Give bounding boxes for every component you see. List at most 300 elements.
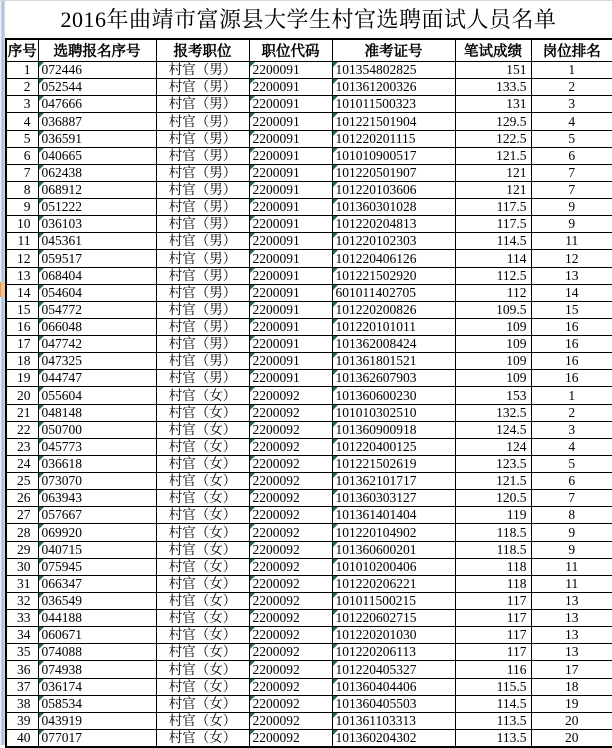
- error-indicator-icon: [250, 661, 255, 666]
- cell-value: 101360404406: [335, 678, 417, 694]
- table-row: [6, 387, 612, 404]
- column-header-position-code: 职位代码: [249, 39, 332, 62]
- cell-value: 114.5: [496, 695, 527, 711]
- cell-value: 101360204302: [335, 729, 417, 745]
- error-indicator-icon: [333, 79, 338, 84]
- cell-value: 村官（女）: [168, 456, 237, 471]
- position-code-cell: [249, 695, 332, 712]
- registration-no-cell: [38, 318, 156, 335]
- cell-value: 101010900517: [335, 147, 417, 163]
- cell-value: 2200092: [252, 610, 300, 626]
- cell-value: 063943: [41, 490, 82, 506]
- position-code-cell: [249, 592, 332, 609]
- cell-value: 村官（男）: [168, 182, 237, 197]
- error-indicator-icon: [333, 422, 338, 427]
- cell-value: 2200091: [252, 113, 300, 129]
- serial-cell: [6, 216, 38, 233]
- table-row: [6, 575, 612, 592]
- error-indicator-icon: [250, 216, 255, 221]
- error-indicator-icon: [333, 268, 338, 273]
- admission-ticket-cell: [332, 113, 455, 130]
- cell-value: 060671: [41, 627, 82, 643]
- table-row: [6, 284, 612, 301]
- cell-value: 151: [506, 62, 527, 78]
- cell-value: 036618: [41, 456, 82, 471]
- cell-value: 村官（男）: [168, 79, 237, 95]
- cell-value: 14: [17, 284, 31, 300]
- serial-cell: [6, 695, 38, 712]
- admission-ticket-cell: [332, 147, 455, 164]
- cell-value: 20: [565, 729, 579, 745]
- table-row: [6, 644, 612, 661]
- serial-cell: [6, 370, 38, 387]
- cell-value: 131: [506, 96, 527, 112]
- cell-value: 17: [17, 336, 31, 352]
- cell-value: 14: [565, 284, 579, 300]
- registration-no-cell: [38, 216, 156, 233]
- rank-cell: [531, 62, 612, 79]
- registration-no-cell: [38, 336, 156, 353]
- column-header-written-score: 笔试成绩: [455, 39, 531, 62]
- cell-value: 116: [506, 661, 527, 677]
- cell-value: 062438: [41, 164, 82, 180]
- error-indicator-icon: [250, 387, 255, 392]
- error-indicator-icon: [39, 165, 44, 170]
- error-indicator-icon: [39, 730, 44, 735]
- admission-ticket-cell: [332, 627, 455, 644]
- registration-no-cell: [38, 541, 156, 558]
- serial-cell: [6, 712, 38, 729]
- column-header-registration-no: 选聘报名序号: [38, 39, 156, 62]
- cell-value: 047666: [41, 96, 82, 112]
- cell-value: 2200091: [252, 79, 300, 95]
- cell-value: 101362008424: [335, 336, 417, 352]
- cell-value: 5: [568, 456, 576, 471]
- cell-value: 036887: [41, 113, 82, 129]
- cell-value: 101220206113: [335, 644, 416, 660]
- serial-cell: [6, 473, 38, 490]
- cell-value: 117: [506, 593, 527, 608]
- cell-value: 036591: [41, 130, 82, 146]
- position-code-cell: [249, 490, 332, 507]
- position-code-cell: [249, 610, 332, 627]
- rank-cell: [531, 130, 612, 147]
- position-cell: [156, 216, 249, 233]
- position-cell: [156, 370, 249, 387]
- rank-cell: [531, 541, 612, 558]
- cell-value: 26: [17, 490, 31, 506]
- written-score-cell: [455, 216, 531, 233]
- position-code-cell: [249, 507, 332, 524]
- error-indicator-icon: [250, 268, 255, 273]
- cell-value: 7: [568, 490, 576, 506]
- serial-cell: [6, 147, 38, 164]
- registration-no-cell: [38, 627, 156, 644]
- cell-value: 101011500323: [335, 96, 416, 112]
- cell-value: 4: [568, 113, 576, 129]
- cell-value: 村官（女）: [168, 541, 237, 557]
- admission-ticket-cell: [332, 712, 455, 729]
- registration-no-cell: [38, 353, 156, 370]
- table-row: [6, 541, 612, 558]
- serial-cell: [6, 421, 38, 438]
- written-score-cell: [455, 147, 531, 164]
- cell-value: 051222: [41, 199, 82, 215]
- rank-cell: [531, 610, 612, 627]
- cell-value: 村官（女）: [168, 421, 237, 437]
- cell-value: 2200092: [252, 541, 300, 557]
- error-indicator-icon: [333, 285, 338, 290]
- cell-value: 121.5: [496, 473, 527, 489]
- serial-cell: [6, 250, 38, 267]
- cell-value: 16: [17, 319, 31, 334]
- cell-value: 36: [17, 661, 31, 677]
- position-code-cell: [249, 284, 332, 301]
- table-row: [6, 233, 612, 250]
- error-indicator-icon: [39, 542, 44, 547]
- error-indicator-icon: [333, 473, 338, 478]
- cell-value: 153: [506, 387, 527, 403]
- cell-value: 1: [23, 62, 31, 78]
- cell-value: 2: [23, 79, 31, 95]
- cell-value: 35: [17, 644, 31, 660]
- cell-value: 121.5: [496, 147, 527, 163]
- cell-value: 村官（女）: [168, 593, 237, 608]
- cell-value: 047742: [41, 336, 82, 352]
- error-indicator-icon: [250, 79, 255, 84]
- cell-value: 12: [565, 250, 579, 266]
- error-indicator-icon: [333, 405, 338, 410]
- rank-cell: [531, 353, 612, 370]
- cell-value: 1: [568, 62, 576, 78]
- position-code-cell: [249, 558, 332, 575]
- table-row: [6, 627, 612, 644]
- written-score-cell: [455, 575, 531, 592]
- cell-value: 2200092: [252, 438, 300, 454]
- cell-value: 118: [506, 575, 527, 591]
- cell-value: 2200092: [252, 387, 300, 403]
- rank-cell: [531, 729, 612, 747]
- error-indicator-icon: [250, 507, 255, 512]
- position-cell: [156, 233, 249, 250]
- cell-value: 2200092: [252, 661, 300, 677]
- position-cell: [156, 62, 249, 79]
- admission-ticket-cell: [332, 387, 455, 404]
- cell-value: 2200091: [252, 267, 300, 283]
- admission-ticket-cell: [332, 353, 455, 370]
- registration-no-cell: [38, 644, 156, 661]
- cell-value: 054604: [41, 284, 82, 300]
- serial-cell: [6, 575, 38, 592]
- table-row: [6, 250, 612, 267]
- cell-value: 119: [506, 507, 527, 523]
- error-indicator-icon: [39, 559, 44, 564]
- error-indicator-icon: [250, 250, 255, 255]
- written-score-cell: [455, 421, 531, 438]
- error-indicator-icon: [39, 113, 44, 118]
- cell-value: 101220102303: [335, 233, 417, 249]
- error-indicator-icon: [250, 353, 255, 358]
- written-score-cell: [455, 712, 531, 729]
- error-indicator-icon: [333, 165, 338, 170]
- error-indicator-icon: [250, 62, 255, 67]
- cell-value: 村官（女）: [168, 404, 237, 420]
- written-score-cell: [455, 541, 531, 558]
- error-indicator-icon: [39, 182, 44, 187]
- written-score-cell: [455, 96, 531, 113]
- error-indicator-icon: [39, 524, 44, 529]
- cell-value: 村官（男）: [168, 199, 237, 215]
- cell-value: 村官（女）: [168, 524, 237, 540]
- position-cell: [156, 96, 249, 113]
- position-code-cell: [249, 199, 332, 216]
- cell-value: 9: [568, 541, 576, 557]
- admission-ticket-cell: [332, 62, 455, 79]
- admission-ticket-cell: [332, 610, 455, 627]
- cell-value: 113.5: [496, 712, 527, 728]
- written-score-cell: [455, 250, 531, 267]
- table-row: [6, 62, 612, 79]
- position-cell: [156, 130, 249, 147]
- position-code-cell: [249, 387, 332, 404]
- written-score-cell: [455, 284, 531, 301]
- serial-cell: [6, 353, 38, 370]
- cell-value: 38: [17, 695, 31, 711]
- cell-value: 2200091: [252, 164, 300, 180]
- serial-cell: [6, 284, 38, 301]
- error-indicator-icon: [250, 730, 255, 735]
- serial-cell: [6, 490, 38, 507]
- cell-value: 4: [23, 113, 31, 129]
- serial-cell: [6, 301, 38, 318]
- cell-value: 9: [568, 199, 576, 215]
- error-indicator-icon: [250, 713, 255, 718]
- column-header-admission-ticket: 准考证号: [332, 39, 455, 62]
- error-indicator-icon: [250, 113, 255, 118]
- admission-ticket-cell: [332, 507, 455, 524]
- cell-value: 109: [506, 370, 527, 386]
- position-cell: [156, 524, 249, 541]
- page-title: 2016年曲靖市富源县大学生村官选聘面试人员名单: [60, 7, 557, 32]
- cell-value: 2200091: [252, 199, 300, 215]
- position-code-cell: [249, 181, 332, 198]
- position-code-cell: [249, 147, 332, 164]
- rank-cell: [531, 524, 612, 541]
- table-header: [6, 39, 612, 62]
- cell-value: 2200092: [252, 678, 300, 694]
- admission-ticket-cell: [332, 592, 455, 609]
- cell-value: 124.5: [496, 421, 527, 437]
- error-indicator-icon: [250, 524, 255, 529]
- position-cell: [156, 353, 249, 370]
- cell-value: 073070: [41, 473, 82, 489]
- cell-value: 055604: [41, 387, 82, 403]
- cell-value: 2200091: [252, 250, 300, 266]
- table-row: [6, 267, 612, 284]
- cell-value: 村官（男）: [168, 233, 237, 249]
- cell-value: 101361801521: [335, 353, 417, 369]
- cell-value: 村官（女）: [168, 558, 237, 574]
- cell-value: 村官（男）: [168, 336, 237, 352]
- error-indicator-icon: [250, 131, 255, 136]
- admission-ticket-cell: [332, 96, 455, 113]
- serial-cell: [6, 678, 38, 695]
- registration-no-cell: [38, 661, 156, 678]
- position-cell: [156, 113, 249, 130]
- rank-cell: [531, 336, 612, 353]
- cell-value: 101360301028: [335, 199, 417, 215]
- position-cell: [156, 644, 249, 661]
- cell-value: 30: [17, 558, 31, 574]
- cell-value: 2200092: [252, 593, 300, 608]
- admission-ticket-cell: [332, 524, 455, 541]
- written-score-cell: [455, 644, 531, 661]
- error-indicator-icon: [39, 507, 44, 512]
- cell-value: 2: [568, 79, 576, 95]
- position-cell: [156, 421, 249, 438]
- admission-ticket-cell: [332, 541, 455, 558]
- written-score-cell: [455, 507, 531, 524]
- cell-value: 13: [565, 644, 579, 660]
- registration-no-cell: [38, 301, 156, 318]
- written-score-cell: [455, 336, 531, 353]
- position-cell: [156, 490, 249, 507]
- cell-value: 村官（女）: [168, 387, 237, 403]
- cell-value: 13: [565, 267, 579, 283]
- error-indicator-icon: [39, 79, 44, 84]
- position-code-cell: [249, 301, 332, 318]
- error-indicator-icon: [250, 456, 255, 461]
- admission-ticket-cell: [332, 79, 455, 96]
- cell-value: 13: [565, 627, 579, 643]
- cell-value: 村官（女）: [168, 490, 237, 506]
- position-cell: [156, 438, 249, 455]
- cell-value: 7: [23, 164, 31, 180]
- cell-value: 101220204813: [335, 216, 417, 232]
- error-indicator-icon: [250, 319, 255, 324]
- cell-value: 101354802825: [335, 62, 417, 78]
- error-indicator-icon: [333, 182, 338, 187]
- cell-value: 16: [565, 336, 579, 352]
- cell-value: 18: [565, 678, 579, 694]
- cell-value: 2200092: [252, 712, 300, 728]
- cell-value: 114.5: [496, 233, 527, 249]
- position-cell: [156, 695, 249, 712]
- position-code-cell: [249, 421, 332, 438]
- position-cell: [156, 507, 249, 524]
- cell-value: 24: [17, 456, 31, 471]
- cell-value: 村官（女）: [168, 678, 237, 694]
- error-indicator-icon: [333, 148, 338, 153]
- cell-value: 124: [506, 438, 527, 454]
- cell-value: 101362101717: [335, 473, 417, 489]
- cell-value: 2200091: [252, 96, 300, 112]
- cell-value: 118.5: [496, 524, 527, 540]
- admission-ticket-cell: [332, 336, 455, 353]
- cell-value: 27: [17, 507, 31, 523]
- position-code-cell: [249, 661, 332, 678]
- cell-value: 7: [568, 182, 576, 197]
- serial-cell: [6, 267, 38, 284]
- admission-ticket-cell: [332, 729, 455, 747]
- rank-cell: [531, 250, 612, 267]
- cell-value: 2200091: [252, 284, 300, 300]
- serial-cell: [6, 558, 38, 575]
- error-indicator-icon: [39, 627, 44, 632]
- cell-value: 2200092: [252, 456, 300, 471]
- cell-value: 3: [568, 96, 576, 112]
- row-highlight-mark: [0, 282, 5, 297]
- cell-value: 044188: [41, 610, 82, 626]
- error-indicator-icon: [250, 302, 255, 307]
- cell-value: 117: [506, 627, 527, 643]
- written-score-cell: [455, 592, 531, 609]
- registration-no-cell: [38, 678, 156, 695]
- cell-value: 101221502920: [335, 267, 417, 283]
- cell-value: 3: [23, 96, 31, 112]
- serial-cell: [6, 164, 38, 181]
- cell-value: 40: [17, 729, 31, 745]
- admission-ticket-cell: [332, 558, 455, 575]
- cell-value: 054772: [41, 301, 82, 317]
- written-score-cell: [455, 387, 531, 404]
- cell-value: 101220400125: [335, 438, 417, 454]
- admission-ticket-cell: [332, 284, 455, 301]
- cell-value: 村官（男）: [168, 147, 237, 163]
- position-code-cell: [249, 627, 332, 644]
- position-code-cell: [249, 644, 332, 661]
- cell-value: 101220104902: [335, 524, 417, 540]
- cell-value: 村官（男）: [168, 301, 237, 317]
- written-score-cell: [455, 130, 531, 147]
- cell-value: 村官（男）: [168, 250, 237, 266]
- cell-value: 101220405327: [335, 661, 417, 677]
- error-indicator-icon: [39, 696, 44, 701]
- cell-value: 3: [568, 421, 576, 437]
- cell-value: 村官（女）: [168, 627, 237, 643]
- error-indicator-icon: [333, 302, 338, 307]
- cell-value: 村官（男）: [168, 113, 237, 129]
- cell-value: 16: [565, 370, 579, 386]
- written-score-cell: [455, 490, 531, 507]
- cell-value: 2200091: [252, 130, 300, 146]
- error-indicator-icon: [333, 250, 338, 255]
- cell-value: 2200091: [252, 336, 300, 352]
- cell-value: 2200091: [252, 216, 300, 232]
- rank-cell: [531, 558, 612, 575]
- cell-value: 101360303127: [335, 490, 417, 506]
- admission-ticket-cell: [332, 233, 455, 250]
- table-row: [6, 181, 612, 198]
- error-indicator-icon: [39, 62, 44, 67]
- position-cell: [156, 181, 249, 198]
- rank-cell: [531, 233, 612, 250]
- error-indicator-icon: [250, 165, 255, 170]
- admission-ticket-cell: [332, 164, 455, 181]
- admission-ticket-cell: [332, 473, 455, 490]
- cell-value: 29: [17, 541, 31, 557]
- error-indicator-icon: [333, 233, 338, 238]
- cell-value: 15: [17, 301, 31, 317]
- rank-cell: [531, 661, 612, 678]
- admission-ticket-cell: [332, 455, 455, 472]
- cell-value: 101362607903: [335, 370, 417, 386]
- registration-no-cell: [38, 473, 156, 490]
- written-score-cell: [455, 181, 531, 198]
- table-row: [6, 113, 612, 130]
- serial-cell: [6, 541, 38, 558]
- cell-value: 101361103313: [335, 712, 416, 728]
